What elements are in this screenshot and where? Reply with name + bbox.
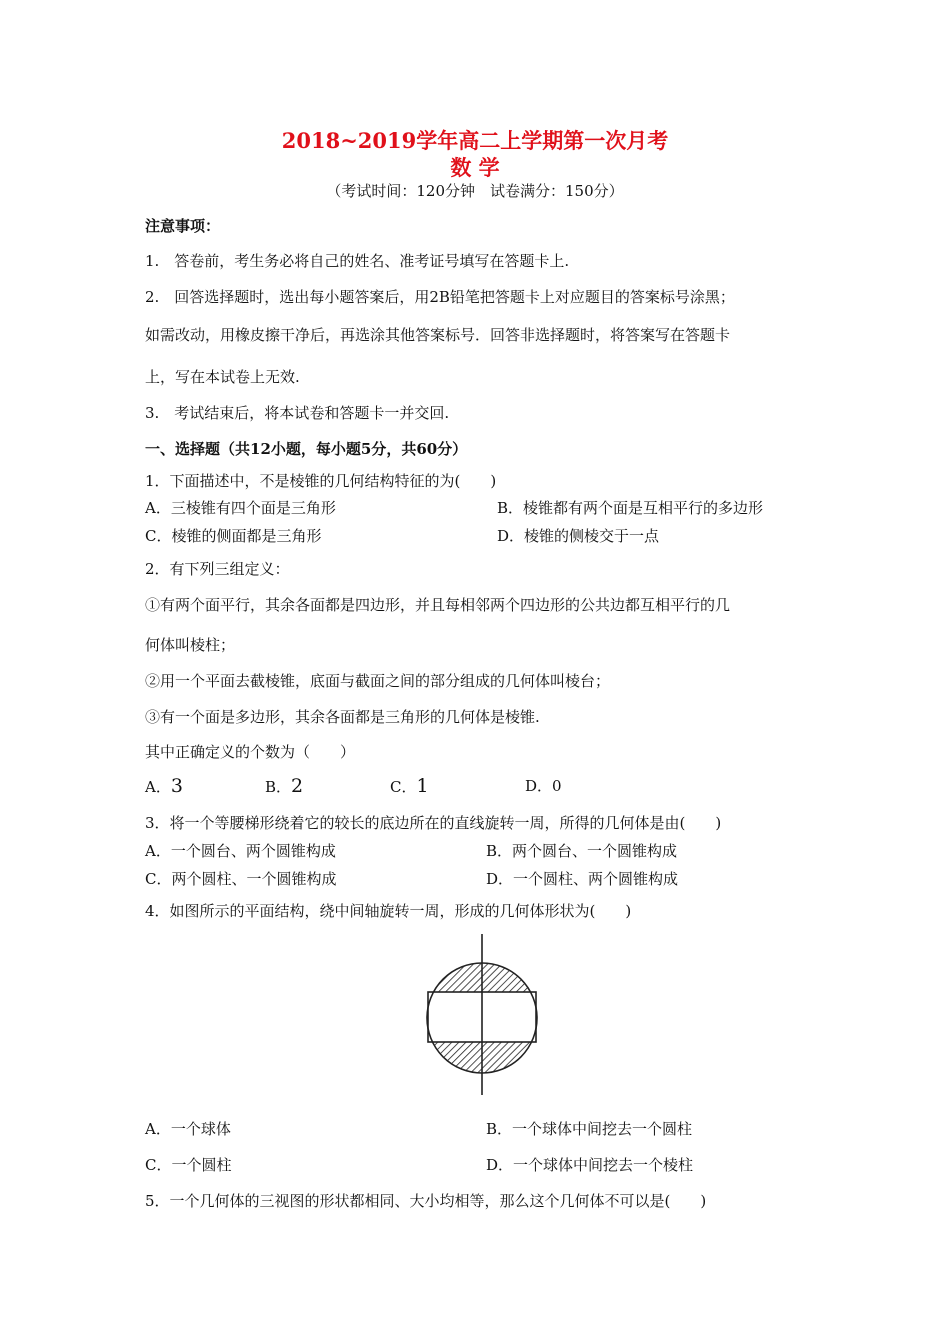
q2-option-b-value: 2 — [291, 775, 304, 797]
q2-option-b — [265, 775, 303, 797]
q3-stem: 3．将一个等腰梯形绕着它的较长的底边所在的直线旋转一周，所得的几何体是由( ) — [145, 814, 722, 832]
notice-item-2: 2. 回答选择题时，选出每小题答案后，用2B铅笔把答题卡上对应题目的答案标号涂黑； — [145, 288, 735, 306]
q5-stem: 5．一个几何体的三视图的形状都相同、大小均相等，那么这个几何体不可以是( ) — [145, 1192, 707, 1210]
q1-option-b: B．棱锥都有两个面是互相平行的多边形 — [497, 499, 764, 517]
q2-stem: 2．有下列三组定义： — [145, 560, 290, 578]
q2-definition-1: ①有两个面平行，其余各面都是四边形，并且每相邻两个四边形的公共边都互相平行的几 — [145, 596, 731, 614]
q2-option-c — [390, 775, 429, 797]
subject-title: 数 学 — [450, 155, 500, 180]
q1-option-c: C．棱锥的侧面都是三角形 — [145, 527, 322, 545]
q4-stem: 4．如图所示的平面结构，绕中间轴旋转一周，形成的几何体形状为( ) — [145, 902, 632, 920]
q4-option-b: B．一个球体中间挖去一个圆柱 — [486, 1120, 693, 1138]
q2-option-c-value: 1 — [416, 775, 429, 797]
q4-option-d: D．一个球体中间挖去一个棱柱 — [486, 1156, 694, 1174]
q2-option-c-label: C． — [390, 778, 417, 796]
notice-heading: 注意事项： — [145, 217, 221, 235]
q3-option-a: A．一个圆台、两个圆锥构成 — [145, 842, 336, 860]
q2-option-d: D．0 — [525, 777, 562, 795]
q2-definition-1-cont: 何体叫棱柱； — [145, 636, 236, 654]
notice-item-2-cont: 如需改动，用橡皮擦干净后，再选涂其他答案标号．回答非选择题时，将答案写在答题卡 — [145, 326, 731, 344]
exam-info: （考试时间：120分钟 试卷满分：150分） — [326, 182, 624, 200]
q2-option-a-label: A． — [145, 778, 171, 796]
q3-option-c: C．两个圆柱、一个圆锥构成 — [145, 870, 337, 888]
q3-option-d: D．一个圆柱、两个圆锥构成 — [486, 870, 679, 888]
q1-option-d: D．棱锥的侧棱交于一点 — [497, 527, 660, 545]
q2-definition-2: ②用一个平面去截棱锥，底面与截面之间的部分组成的几何体叫棱台； — [145, 672, 611, 690]
notice-item-1: 1. 答卷前，考生务必将自己的姓名、准考证号填写在答题卡上. — [145, 252, 570, 270]
exam-title: 2018~2019学年高二上学期第一次月考 — [281, 128, 669, 153]
notice-item-2-end: 上，写在本试卷上无效. — [145, 368, 300, 386]
q2-option-b-label: B． — [265, 778, 292, 796]
q2-question: 其中正确定义的个数为（ ） — [145, 743, 356, 761]
notice-item-3: 3. 考试结束后，将本试卷和答题卡一并交回. — [145, 404, 450, 422]
q2-option-a — [145, 775, 183, 797]
q2-definition-3: ③有一个面是多边形，其余各面都是三角形的几何体是棱锥. — [145, 708, 540, 726]
q3-option-b: B．两个圆台、一个圆锥构成 — [486, 842, 678, 860]
section-heading: 一、选择题（共12小题，每小题5分，共60分） — [145, 440, 468, 458]
q1-option-a: A．三棱锥有四个面是三角形 — [145, 499, 336, 517]
q4-option-a: A．一个球体 — [145, 1120, 231, 1138]
q2-option-a-value: 3 — [170, 775, 183, 797]
rotation-figure — [420, 932, 545, 1097]
q4-option-c: C．一个圆柱 — [145, 1156, 232, 1174]
q1-stem: 1．下面描述中，不是棱锥的几何结构特征的为( ) — [145, 472, 497, 490]
